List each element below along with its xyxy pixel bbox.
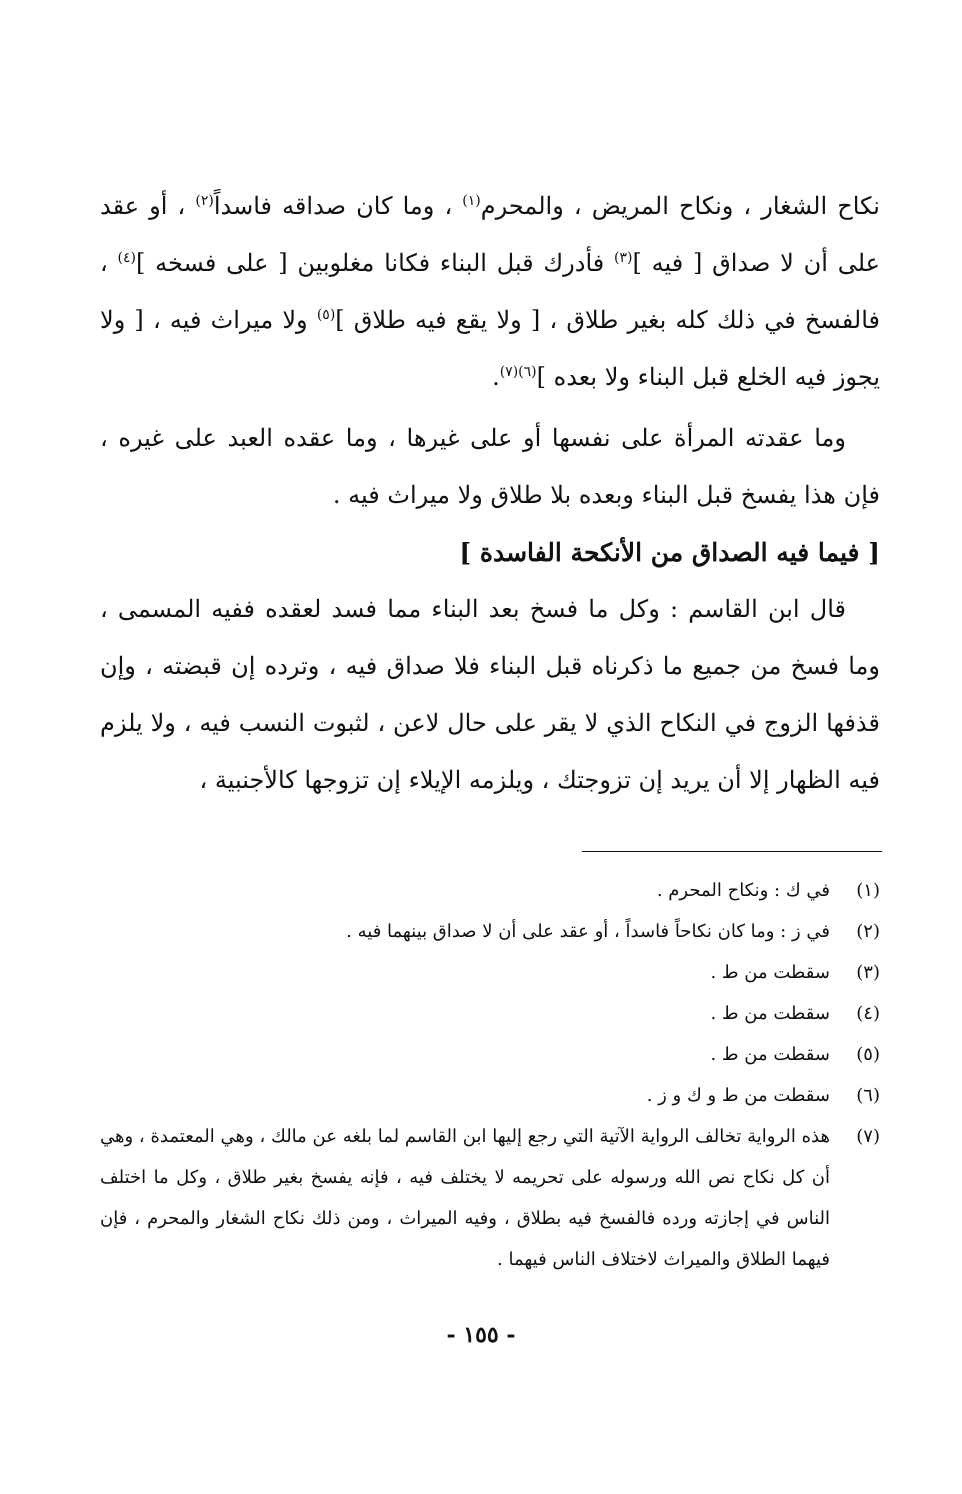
footnote-ref: (٣) — [614, 250, 633, 266]
footnote — [100, 911, 880, 952]
footnote-text: سقطت من ط و ك و ز . — [646, 1085, 830, 1106]
footnote-number: (١) — [856, 880, 880, 901]
footnote-number: (٦) — [856, 1085, 880, 1106]
text-segment: ولا ميراث فيه ، [ ولا يجوز فيه الخلع قبل البناء ولا بعده ] — [100, 306, 880, 391]
footnote-ref: (١) — [462, 193, 481, 209]
paragraph-3: قال ابن القاسم : وكل ما فسخ بعد البناء مما فسد لعقده ففيه المسمى ، وما فسخ من جميع ما ذكرناه قبل البناء فلا صداق فيه ، وترده إن قبضته ، وإن قذفها الزوج في النكاح الذي لا يقر على حال لاعن ، لثبوت النسب فيه ، ولا يلزم فيه الظهار إلا أن يريد إن تزوجتك ، ويلزمه الإيلاء إن تزوجها كالأجنبية ، — [100, 595, 880, 794]
footnote-ref: (٥) — [316, 307, 336, 323]
paragraph-2: وما عقدته المرأة على نفسها أو على غيرها ، وما عقده العبد على غيره ، فإن هذا يفسخ قبل البناء وبعده بلا طلاق ولا ميراث فيه . — [100, 424, 880, 509]
footnote-divider — [582, 851, 882, 852]
footnote — [100, 952, 880, 993]
section-heading: [ فيما فيه الصداق من الأنكحة الفاسدة ] — [459, 538, 880, 567]
footnote-text: في ك : ونكاح المحرم . — [656, 880, 830, 901]
footnote-text: سقطت من ط . — [710, 962, 830, 983]
footnote-text: سقطت من ط . — [710, 1044, 830, 1065]
text-segment: ، أو عقد على أن لا صداق [ فيه ] — [100, 192, 880, 277]
footnote-number: (٣) — [856, 962, 880, 983]
footnote — [100, 993, 880, 1034]
footnote-text: سقطت من ط . — [710, 1003, 830, 1024]
paragraph-1 — [100, 178, 880, 406]
footnote-number: (٥) — [856, 1044, 880, 1065]
footnote-ref: (٦)(٧) — [499, 364, 537, 380]
main-text — [100, 178, 880, 809]
footnote-number: (٢) — [856, 921, 880, 942]
text-segment: ، فالفسخ في ذلك كله بغير طلاق ، [ ولا يقع فيه طلاق ] — [100, 249, 880, 334]
footnote-text: هذه الرواية تخالف الرواية الآتية التي رجع إليها ابن القاسم لما بلغه عن مالك ، وهي المعتمدة ، وهي أن كل نكاح نص الله ورسوله على تحريمه لا يختلف فيه ، فإنه يفسخ بغير طلاق ، وكل ما اختلف الناس في إجازته ورده فالفسخ فيه بطلاق ، وفيه الميراث ، ومن ذلك نكاح الشغار والمحرم ، فإن فيهما الطلاق والميراث لاختلاف الناس فيهما . — [100, 1126, 830, 1270]
text-segment: نكاح الشغار ، ونكاح المريض ، والمحرم — [480, 192, 880, 220]
footnote-number: (٧) — [856, 1126, 880, 1147]
footnote — [100, 1116, 880, 1280]
text-segment: فأدرك قبل البناء فكانا مغلوبين [ على فسخه ] — [136, 249, 605, 277]
text-segment: ، وما كان صداقه فاسداً — [213, 192, 453, 220]
footnote — [100, 1034, 880, 1075]
page-number: - ١٥٥ - — [446, 1322, 516, 1348]
footnotes — [100, 870, 880, 1280]
footnote-ref: (٤) — [117, 250, 136, 266]
footnote-number: (٤) — [856, 1003, 880, 1024]
text-segment: . — [492, 363, 500, 391]
footnote-ref: (٢) — [195, 193, 214, 209]
footnote — [100, 1075, 880, 1116]
footnote-text: في ز : وما كان نكاحاً فاسداً ، أو عقد على أن لا صداق بينهما فيه . — [346, 921, 830, 942]
footnote — [100, 870, 880, 911]
